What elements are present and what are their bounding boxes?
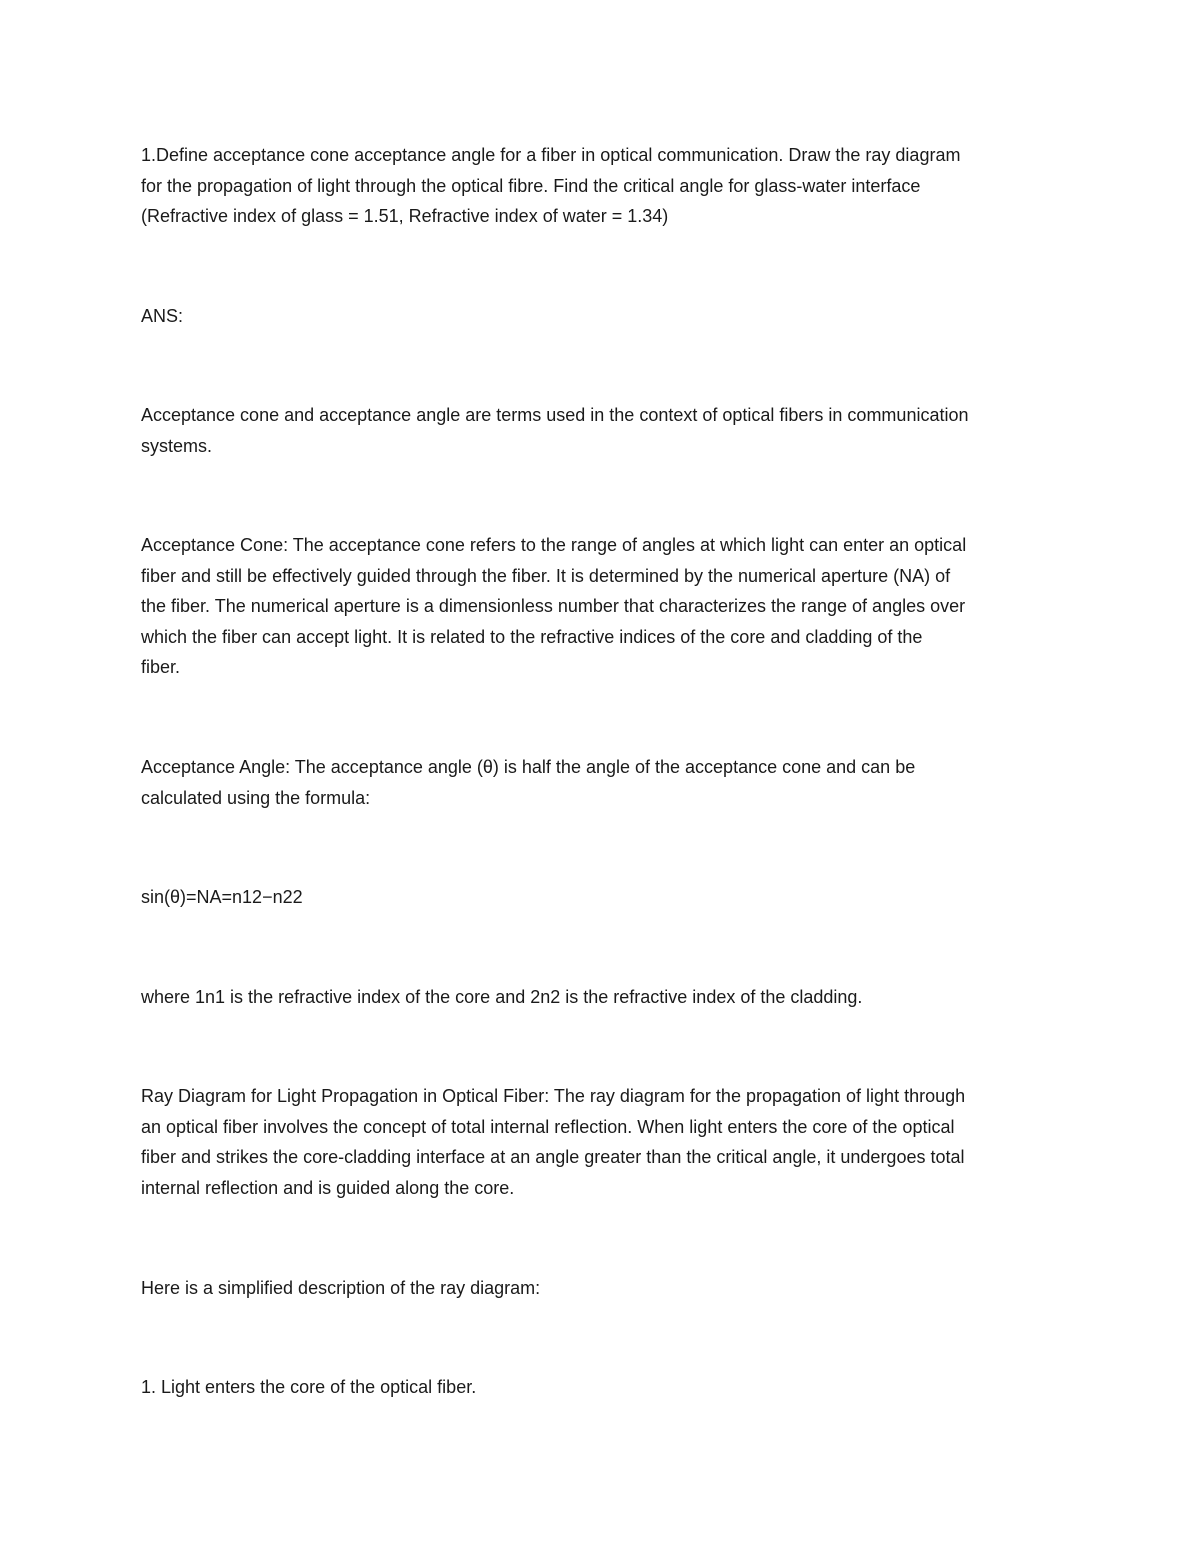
ray-diagram-paragraph: Ray Diagram for Light Propagation in Optical Fiber: The ray diagram for the propagation of light through an optical fiber involves the concept of total internal reflection. When light enters the core of the optical fiber and strikes the core-cladding interface at an angle greater than the critical angle, it undergoes total internal reflection and is guided along the core. xyxy=(141,1086,966,1198)
acceptance-cone-paragraph: Acceptance Cone: The acceptance cone refers to the range of angles at which light can enter an optical fiber and still be effectively guided through the fiber. It is determined by the numerical aperture (NA) of the fiber. The numerical aperture is a dimensionless number that characterizes the range of angles over which the fiber can accept light. It is related to the refractive indices of the core and cladding of the fiber. xyxy=(141,535,967,677)
intro-paragraph: Acceptance cone and acceptance angle are terms used in the context of optical fibers in communication systems. xyxy=(141,405,969,456)
where-paragraph: where 1n1 is the refractive index of the core and 2n2 is the refractive index of the cladding. xyxy=(141,987,863,1007)
formula-line: sin(θ)=NA=n12−n22 xyxy=(141,887,303,907)
list-item-step-1: 1. Light enters the core of the optical fiber. xyxy=(141,1377,477,1397)
acceptance-angle-paragraph: Acceptance Angle: The acceptance angle (θ) is half the angle of the acceptance cone and can be calculated using the formula: xyxy=(141,757,916,808)
question-paragraph: 1.Define acceptance cone acceptance angle for a fiber in optical communication. Draw the ray diagram for the propagation of light through the optical fibre. Find the critical angle for glass-water interface (Refractive index of glass = 1.51, Refractive index of water = 1.34) xyxy=(141,145,961,226)
ans-label: ANS: xyxy=(141,306,184,326)
simplified-description-line: Here is a simplified description of the ray diagram: xyxy=(141,1278,541,1298)
